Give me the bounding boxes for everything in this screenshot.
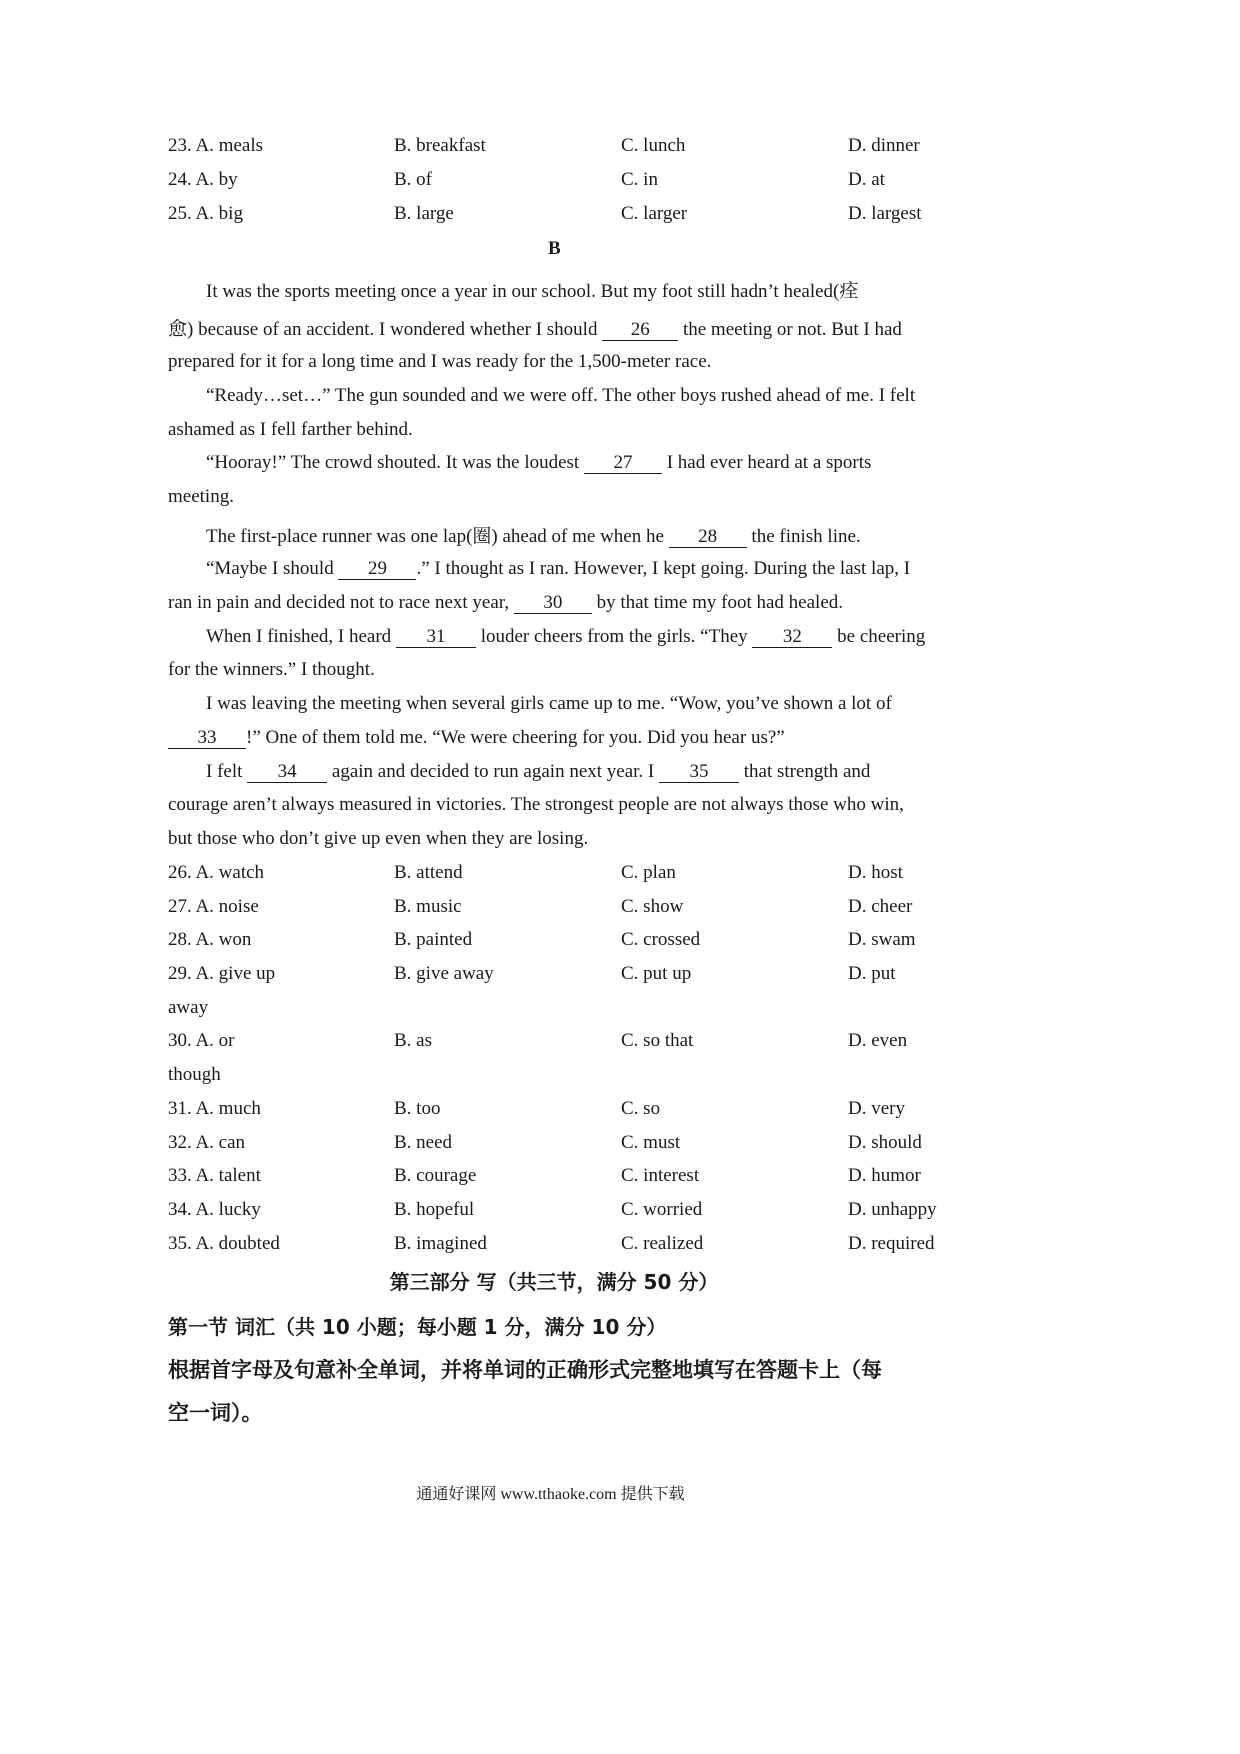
blank-27: 27 [584,453,662,474]
blank-26: 26 [602,320,678,341]
passage-line: “Ready…set…” The gun sounded and we were off. The other boys rushed ahead of me. I felt [206,385,916,406]
blank-29: 29 [338,559,416,580]
passage-line: prepared for it for a long time and I was ready for the 1,500-meter race. [168,351,712,372]
passage-line: but those who don’t give up even when they are losing. [168,828,589,849]
option-35-d: D. required [848,1233,935,1254]
blank-28: 28 [669,527,747,548]
option-31-d: D. very [848,1098,905,1119]
option-28-c: C. crossed [621,929,701,950]
blank-35: 35 [659,762,739,783]
option-24-b: B. of [394,169,432,190]
part3-title: 第三部分 写（共三节，满分 50 分） [389,1270,719,1294]
passage-line: 33 !” One of them told me. “We were cheering for you. Did you hear us?” [168,727,785,749]
option-26-d: D. host [848,862,903,883]
option-25-a: 25. A. big [168,203,243,224]
section1-title: 第一节 词汇（共 10 小题；每小题 1 分，满分 10 分） [168,1315,667,1339]
option-33-c: C. interest [621,1165,700,1186]
option-23-c: C. lunch [621,135,686,156]
option-24-d: D. at [848,169,885,190]
passage-line: for the winners.” I thought. [168,659,375,680]
option-28-a: 28. A. won [168,929,252,950]
option-30-b: B. as [394,1030,432,1051]
option-29-d-wrap: away [168,997,209,1018]
option-34-a: 34. A. lucky [168,1199,261,1220]
option-29-c: C. put up [621,963,692,984]
option-29-b: B. give away [394,963,494,984]
option-29-d: D. put [848,963,896,984]
option-30-a: 30. A. or [168,1030,235,1051]
option-32-d: D. should [848,1132,922,1153]
section-b-title: B [548,238,561,259]
option-35-c: C. realized [621,1233,704,1254]
passage-line: meeting. [168,486,234,507]
option-25-b: B. large [394,203,454,224]
option-30-d: D. even [848,1030,908,1051]
passage-line: ran in pain and decided not to race next year, 30 by that time my foot had healed. [168,592,843,613]
instruction-line-1: 根据首字母及句意补全单词，并将单词的正确形式完整地填写在答题卡上（每 [168,1358,882,1382]
passage-line: I felt 34 again and decided to run again next year. I 35 that strength and [206,761,871,782]
option-23-a: 23. A. meals [168,135,263,156]
option-32-b: B. need [394,1132,453,1153]
passage-line: It was the sports meeting once a year in our school. But my foot still hadn’t healed(痊 [206,281,859,302]
blank-30: 30 [514,593,592,614]
option-27-d: D. cheer [848,896,913,917]
passage-line: “Maybe I should 29 .” I thought as I ran. However, I kept going. During the last lap, I [206,558,911,579]
option-27-b: B. music [394,896,462,917]
option-23-d: D. dinner [848,135,920,156]
option-26-c: C. plan [621,862,676,883]
passage-line: “Hooray!” The crowd shouted. It was the loudest 27 I had ever heard at a sports [206,452,872,473]
passage-line: The first-place runner was one lap(圈) ahead of me when he 28 the finish line. [206,526,861,547]
option-30-d-wrap: though [168,1064,221,1085]
option-35-b: B. imagined [394,1233,487,1254]
blank-32: 32 [752,627,832,648]
option-33-a: 33. A. talent [168,1165,261,1186]
option-27-a: 27. A. noise [168,896,259,917]
option-24-c: C. in [621,169,658,190]
option-30-c: C. so that [621,1030,694,1051]
passage-line: ashamed as I fell farther behind. [168,419,413,440]
option-34-b: B. hopeful [394,1199,475,1220]
passage-line: courage aren’t always measured in victories. The strongest people are not always those who win, [168,794,904,815]
option-26-b: B. attend [394,862,463,883]
option-35-a: 35. A. doubted [168,1233,280,1254]
blank-34: 34 [247,762,327,783]
option-28-d: D. swam [848,929,916,950]
option-24-a: 24. A. by [168,169,238,190]
option-25-d: D. largest [848,203,922,224]
option-33-d: D. humor [848,1165,921,1186]
option-31-c: C. so [621,1098,661,1119]
option-31-a: 31. A. much [168,1098,261,1119]
passage-line: 愈) because of an accident. I wondered whether I should 26 the meeting or not. But I had [168,319,902,340]
option-34-c: C. worried [621,1199,703,1220]
option-34-d: D. unhappy [848,1199,937,1220]
option-28-b: B. painted [394,929,473,950]
option-23-b: B. breakfast [394,135,486,156]
option-32-c: C. must [621,1132,681,1153]
option-29-a: 29. A. give up [168,963,276,984]
option-32-a: 32. A. can [168,1132,246,1153]
passage-line: When I finished, I heard 31 louder cheers from the girls. “They 32 be cheering [206,626,926,647]
option-27-c: C. show [621,896,684,917]
footer-text: 通通好课网 www.tthaoke.com 提供下载 [416,1486,685,1503]
option-26-a: 26. A. watch [168,862,265,883]
option-25-c: C. larger [621,203,688,224]
passage-line: I was leaving the meeting when several girls came up to me. “Wow, you’ve shown a lot of [206,693,892,714]
blank-31: 31 [396,627,476,648]
instruction-line-2: 空一词）。 [168,1401,263,1425]
option-33-b: B. courage [394,1165,477,1186]
option-31-b: B. too [394,1098,441,1119]
blank-33: 33 [168,728,246,749]
